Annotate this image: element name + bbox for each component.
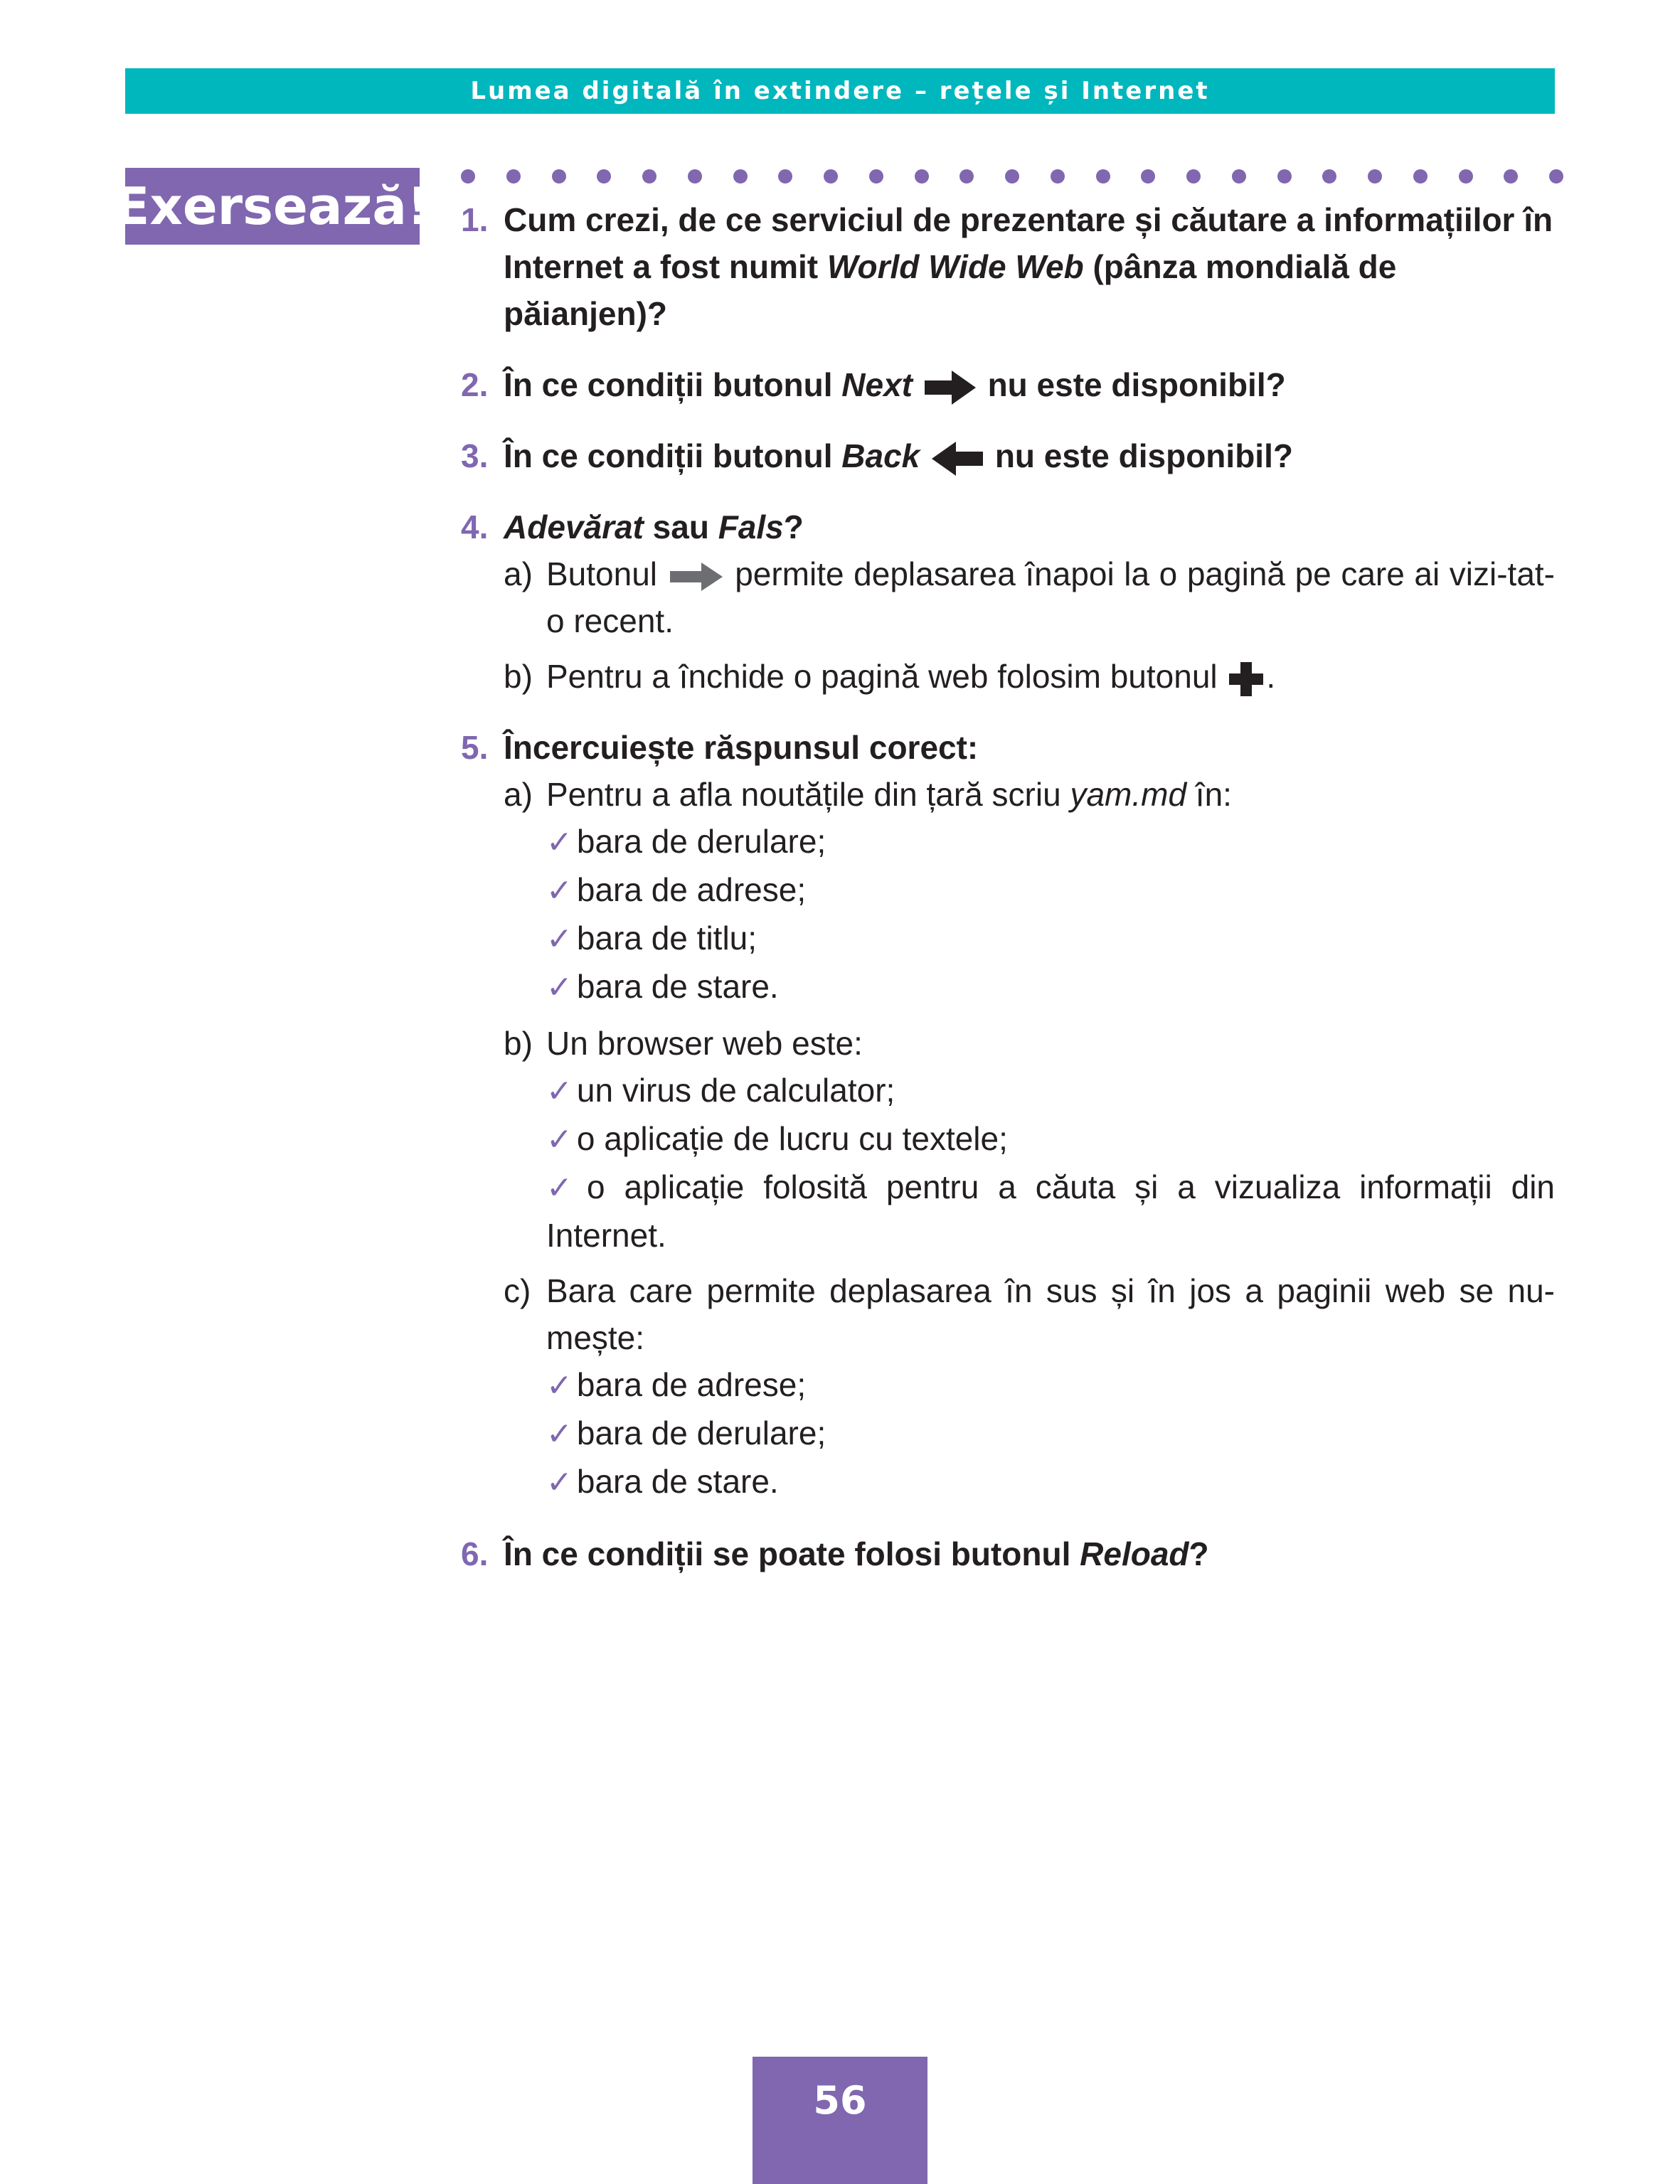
question-text: În ce condiții butonul Back nu este disponibil?	[504, 437, 1293, 474]
option-label: c)	[504, 1272, 531, 1309]
check-mark-icon: ✓	[546, 1073, 573, 1109]
check-mark-icon: ✓	[546, 824, 573, 861]
question-number: 4.	[461, 508, 489, 545]
option-a: a) Butonul permite deplasarea înapoi la o pagină pe care ai vizi-tat-o recent.	[504, 550, 1555, 644]
choice-item: ✓ bara de adrese;	[546, 871, 807, 909]
page-number-tab	[753, 2057, 927, 2184]
question-number: 2.	[461, 366, 489, 403]
choice-item: ✓ bara de adrese;	[546, 1366, 807, 1404]
section-badge	[115, 168, 430, 245]
chapter-header	[125, 68, 1555, 114]
question-4	[461, 504, 1555, 700]
choice-item: ✓ bara de derulare;	[546, 823, 826, 861]
choice-list	[546, 1361, 1555, 1506]
check-mark-icon: ✓	[546, 1122, 573, 1158]
question-text: În ce condiții butonul Next nu este disponibil?	[504, 366, 1286, 403]
option-c: c) Bara care permite deplasarea în sus și în jos a paginii web se nu-mește: ✓ bara de adrese; ✓ bara de derulare; ✓ bara de stare.	[504, 1267, 1555, 1506]
question-3	[461, 432, 1555, 479]
check-mark-icon: ✓	[546, 1170, 583, 1206]
check-mark-icon: ✓	[546, 969, 573, 1006]
question-number: 1.	[461, 201, 489, 238]
choice-item: ✓ bara de stare.	[546, 968, 779, 1006]
dotted-separator	[461, 169, 1563, 184]
option-label: a)	[504, 776, 533, 813]
question-number: 3.	[461, 437, 489, 474]
choice-item: ✓ bara de stare.	[546, 1463, 779, 1501]
question-5	[461, 724, 1555, 1506]
option-b: b) Un browser web este: ✓ un virus de calculator; ✓ o aplicație de lucru cu textele; ✓ o aplicație folosită pentru a căuta și a vizualiza informații din Internet.	[504, 1020, 1555, 1259]
question-number: 5.	[461, 729, 489, 766]
option-label: b)	[504, 1025, 533, 1062]
left-arrow-icon	[929, 439, 986, 479]
choice-item: ✓ un virus de calculator;	[546, 1072, 895, 1109]
right-arrow-icon	[922, 368, 979, 407]
option-b: b) Pentru a închide o pagină web folosim butonul .	[504, 653, 1555, 700]
check-mark-icon: ✓	[546, 1368, 573, 1404]
check-mark-icon: ✓	[546, 873, 573, 909]
question-text: În ce condiții se poate folosi butonul Reload?	[504, 1535, 1209, 1572]
choice-list	[546, 1067, 1555, 1259]
question-text: Adevărat sau Fals?	[504, 508, 804, 545]
page-number: 56	[813, 2078, 867, 2123]
question-1	[461, 196, 1555, 337]
check-mark-icon: ✓	[546, 921, 573, 957]
exercise-list	[461, 196, 1555, 1602]
plus-icon	[1226, 659, 1266, 699]
question-text: Încercuiește răspunsul corect:	[504, 729, 979, 766]
check-mark-icon: ✓	[546, 1464, 573, 1501]
question-number: 6.	[461, 1535, 489, 1572]
section-badge-label: Exersează!	[115, 176, 430, 236]
option-label: b)	[504, 658, 533, 695]
choice-item: ✓ bara de derulare;	[546, 1415, 826, 1452]
choice-item: ✓ o aplicație folosită pentru a căuta și a vizualiza informații din Internet.	[546, 1168, 1556, 1254]
choice-item: ✓ o aplicație de lucru cu textele;	[546, 1120, 1008, 1158]
question-2	[461, 361, 1555, 408]
question-text: Cum crezi, de ce serviciul de prezentare și căutare a informațiilor în Internet a fost numit World Wide Web (pânza mondială de păianjen)?	[504, 201, 1553, 332]
grey-right-arrow-icon	[667, 561, 725, 592]
choice-item: ✓ bara de titlu;	[546, 920, 757, 957]
choice-list	[546, 818, 1555, 1011]
option-a: a) Pentru a afla noutățile din țară scriu yam.md în: ✓ bara de derulare; ✓ bara de adrese; ✓ bara de titlu; ✓ bara de stare.	[504, 771, 1555, 1011]
question-6	[461, 1530, 1555, 1577]
option-label: a)	[504, 555, 533, 592]
check-mark-icon: ✓	[546, 1416, 573, 1452]
chapter-title: Lumea digitală în extindere – rețele și Internet	[470, 77, 1210, 105]
